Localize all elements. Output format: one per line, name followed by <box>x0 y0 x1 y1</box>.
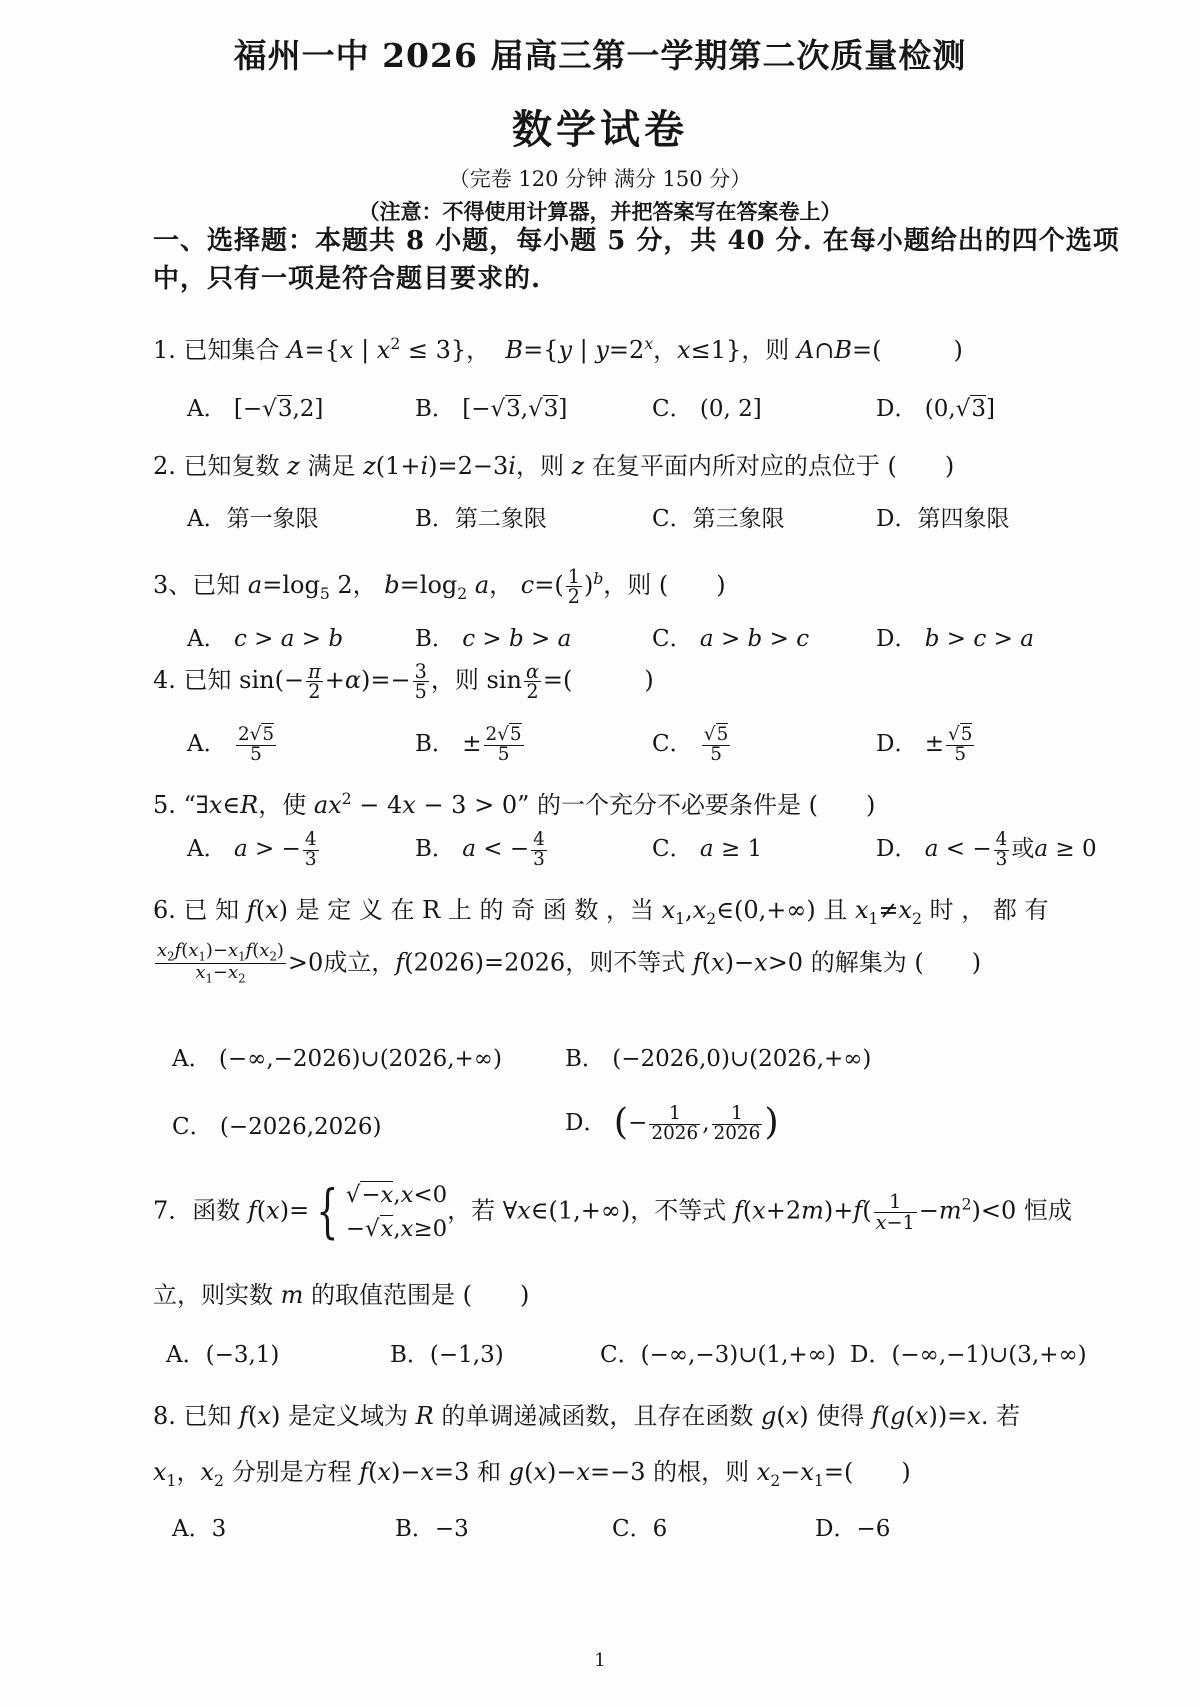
question-8-line2: $x_1$，$x_2$ 分别是方程 f(x)−x=3 和 g(x)−x=−3 的根，则 $x_2-x_1=$( ) <box>153 1458 911 1490</box>
q1-option-a[interactable]: A． [−√3,2] <box>187 396 324 422</box>
q3-option-b[interactable]: B． c > b > a <box>415 626 572 652</box>
q6-option-d[interactable]: D． (− $\frac{1}{2026}$ , $\frac{1}{2026}$ ) <box>565 1100 779 1144</box>
question-3: 3、已知 $a=\log_5$ 2， $b=\log_2$ a， c=( $\frac{1}{2}$ )$^b$，则 ( ) <box>153 564 726 608</box>
question-6-line1: 6. 已 知 f(x) 是 定 义 在 R 上 的 奇 函 数 ，当 $x_1,x_2\in(0,+\infty)$ 且 $x_1\ne x_2$ 时 ， 都 有 <box>153 896 1049 928</box>
section-heading-line2: 中，只有一项是符合题目要求的. <box>153 264 542 294</box>
page-number: 1 <box>594 1650 606 1671</box>
q7-option-a[interactable]: A．(−3,1) <box>166 1342 280 1368</box>
q8-option-c[interactable]: C．6 <box>612 1516 668 1542</box>
exam-duration: （完卷 120 分钟 满分 150 分） <box>448 167 752 191</box>
question-5: 5. “∃x∈R，使 $ax^2 - 4x - 3 > 0$” 的一个充分不必要条件是 ( ) <box>153 790 876 819</box>
q3-option-d[interactable]: D． b > c > a <box>876 626 1034 652</box>
question-7-line1: 7．函数 f(x)= { √−x,x<0 −√x,x≥0 ，若 ∀x∈(1,+∞)，不等式 f(x+2m)+f( $\frac{1}{x-1}$ $-m^2)<0$ 恒成 <box>153 1178 1072 1246</box>
q2-option-c[interactable]: C．第三象限 <box>652 506 785 532</box>
q5-option-a[interactable]: A． a > − $\frac{4}{3}$ <box>187 829 317 870</box>
q6-option-b[interactable]: B． (−2026,0)∪(2026,+∞) <box>565 1046 872 1072</box>
q8-option-d[interactable]: D．−6 <box>815 1516 891 1542</box>
exam-notice: （注意：不得使用计算器，并把答案写在答案卷上） <box>358 199 842 224</box>
q5-option-b[interactable]: B． a < − $\frac{4}{3}$ <box>415 829 545 870</box>
q6-option-a[interactable]: A． (−∞,−2026)∪(2026,+∞) <box>172 1046 502 1072</box>
q3-option-a[interactable]: A． c > a > b <box>187 626 344 652</box>
exam-subject: 数学试卷 <box>512 106 688 153</box>
q2-option-b[interactable]: B．第二象限 <box>415 506 547 532</box>
question-7-line2: 立，则实数 m 的取值范围是 ( ) <box>153 1281 530 1309</box>
q1-option-d[interactable]: D． (0,√3] <box>876 396 995 422</box>
q2-option-d[interactable]: D．第四象限 <box>876 506 1010 532</box>
q5-option-d[interactable]: D． a < − $\frac{4}{3}$ 或a ≥ 0 <box>876 829 1097 870</box>
q7-option-c[interactable]: C．(−∞,−3)∪(1,+∞) <box>600 1342 836 1368</box>
q4-option-c[interactable]: C． $\frac{√5}{5}$ <box>652 724 729 765</box>
q8-option-a[interactable]: A．3 <box>172 1516 227 1542</box>
q4-option-b[interactable]: B． ± $\frac{2√5}{5}$ <box>415 724 522 765</box>
q8-option-b[interactable]: B．−3 <box>395 1516 469 1542</box>
q6-option-c[interactable]: C． (−2026,2026) <box>172 1114 382 1140</box>
question-2: 2. 已知复数 z 满足 z(1+i)=2−3i，则 z 在复平面内所对应的点位于 ( ) <box>153 452 955 480</box>
q1-option-b[interactable]: B． [−√3,√3] <box>415 396 568 422</box>
section-heading-line1: 一、选择题：本题共 8 小题，每小题 5 分，共 40 分. 在每小题给出的四个选项 <box>153 226 1120 256</box>
q4-option-d[interactable]: D． ± $\frac{√5}{5}$ <box>876 724 973 765</box>
q2-option-a[interactable]: A．第一象限 <box>187 506 319 532</box>
question-8-line1: 8. 已知 f(x) 是定义域为 R 的单调递减函数，且存在函数 g(x) 使得 f(g(x))=x. 若 <box>153 1402 1021 1430</box>
q3-option-c[interactable]: C． a > b > c <box>652 626 810 652</box>
exam-title: 福州一中 2026 届高三第一学期第二次质量检测 <box>233 36 967 75</box>
q1-option-c[interactable]: C． (0, 2] <box>652 396 762 422</box>
q5-option-c[interactable]: C． a ≥ 1 <box>652 836 763 862</box>
question-4: 4. 已知 sin(− $\frac{\pi}{2}$ +α)=− $\frac{3}{5}$ ，则 sin $\frac{\alpha}{2}$ =( ) <box>153 659 654 703</box>
q4-option-a[interactable]: A． $\frac{2√5}{5}$ <box>187 724 275 765</box>
question-1: 1. 已知集合 A={x | $x^2 \le 3$}， B={y | $y=2^x$，x≤1}，则 A∩B=( ) <box>153 335 963 364</box>
question-6-line2: $\frac{x_2f(x_1)-x_1f(x_2)}{x_1-x_2}$ >0成立，f(2026)=2026，则不等式 f(x)−x>0 的解集为 ( ) <box>157 940 982 986</box>
q7-option-d[interactable]: D．(−∞,−1)∪(3,+∞) <box>850 1342 1087 1368</box>
q7-option-b[interactable]: B．(−1,3) <box>390 1342 504 1368</box>
